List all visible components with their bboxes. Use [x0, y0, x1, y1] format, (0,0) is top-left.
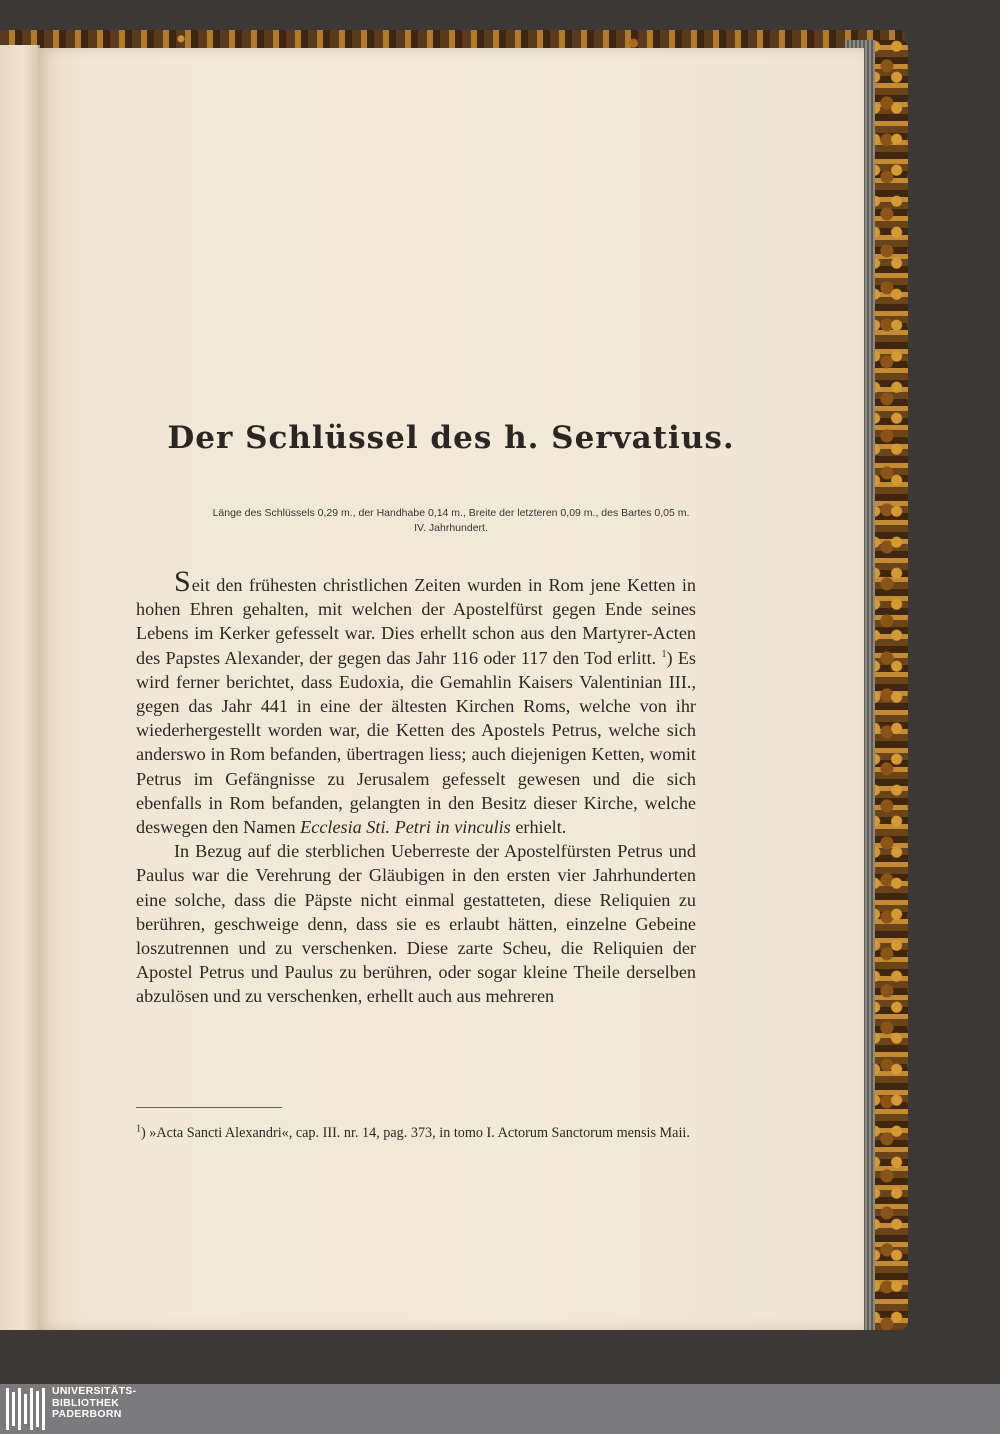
paragraph-1	[136, 565, 697, 839]
footnote	[136, 1124, 696, 1143]
library-footer-bar	[0, 1384, 1000, 1434]
paragraph-1-part-a: eit den frühesten christlichen Zeiten wurden in Rom jene Ketten in hohen Ehren gehalten, mit welchen der Apostelfürst gegen Ende seines Lebens im Kerker gefesselt war. Dies erhellt schon aus den Martyrer-Acten des Papstes Alexander, der gegen das Jahr 116 oder 117 den Tod erlitt.	[136, 575, 696, 668]
library-logo-icon	[6, 1388, 46, 1430]
body-text	[136, 565, 697, 1009]
page-title: Der Schlüssel des h. Servatius.	[167, 420, 735, 456]
footnote-divider	[136, 1107, 282, 1108]
footnote-mark: 1	[136, 1123, 141, 1135]
paragraph-1-part-b: ) Es wird ferner berichtet, dass Eudoxia, die Gemahlin Kaisers Valentinian III., gegen das Jahr 441 in eine der ältesten Kirchen Roms, welche von ihr wiederhergestellt worden war, die Ketten des Apostels Petrus, welche sich anderswo in Rom befanden, übertragen liess; auch diejenigen Ketten, womit Petrus im Gefängnisse zu Jerusalem gefesselt gewesen und die sich ebenfalls in Rom befanden, gelangten in den Besitz dieser Kirche, welche deswegen den Namen	[136, 647, 697, 838]
dimensions-caption	[38, 506, 864, 536]
left-page-edge	[0, 45, 40, 1330]
footnote-text: ) »Acta Sancti Alexandri«, cap. III. nr. 14, pag. 373, in tomo I. Actorum Sanctorum mensis Maii.	[141, 1125, 690, 1141]
logo-line-2: BIBLIOTHEK	[52, 1396, 120, 1409]
drop-cap: S	[174, 565, 191, 598]
footnote-reference: 1	[661, 648, 667, 660]
paragraph-2: In Bezug auf die sterblichen Ueberreste der Apostelfürsten Petrus und Paulus war die Verehrung der Gläubigen in den ersten vier Jahrhunderten eine solche, dass die Päpste nicht einmal gestatteten, diese Reliquien zu berühren, geschweige denn, dass sie es erlaubt hätten, einzelne Gebeine loszutrennen und zu verschenken. Diese zarte Scheu, die Reliquien der Apostel Petrus und Paulus zu berühren, oder sogar kleine Theile derselben abzulösen und zu verschenken, erhellt auch aus mehreren	[136, 841, 696, 1007]
logo-line-1: UNIVERSITÄTS-	[52, 1385, 137, 1397]
latin-church-name: Ecclesia Sti. Petri in vinculis	[300, 817, 511, 838]
logo-line-3: PADERBORN	[52, 1408, 122, 1420]
paragraph-1-part-c: erhielt.	[515, 817, 567, 838]
dimensions-line: Länge des Schlüssels 0,29 m., der Handhabe 0,14 m., Breite der letzteren 0,09 m., des Bartes 0,05 m.	[212, 507, 690, 519]
library-logo-text	[52, 1386, 136, 1421]
century-line: IV. Jahrhundert.	[414, 522, 488, 534]
book-page	[38, 48, 864, 1330]
